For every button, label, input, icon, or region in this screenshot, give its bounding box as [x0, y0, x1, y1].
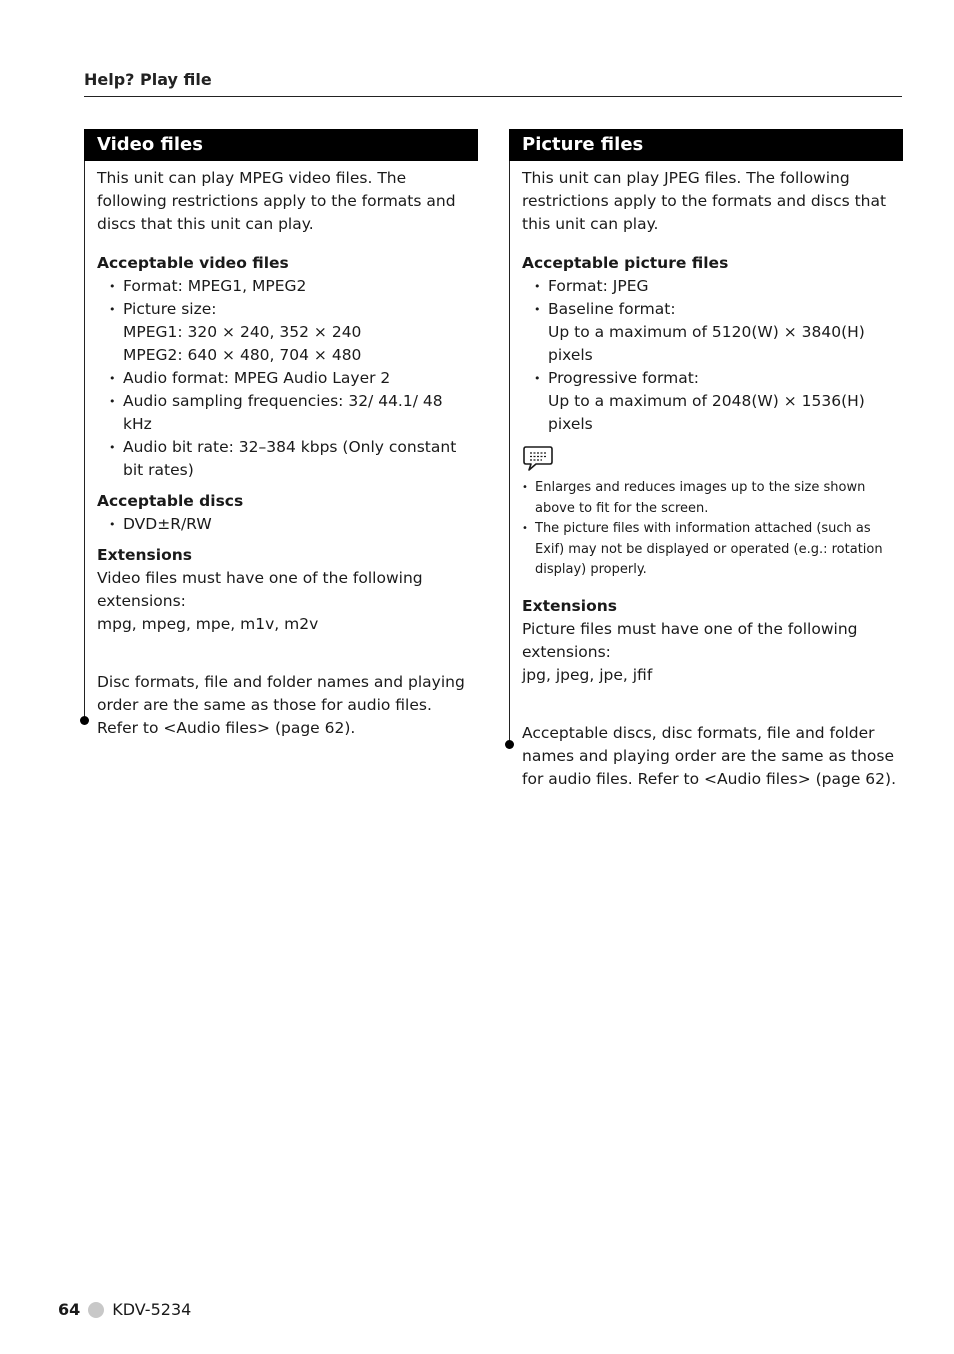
- list-item: • The picture files with information attached (such as Exif) may not be displayed or operated (e.g.: rotation display) properly.: [522, 519, 897, 581]
- page-footer: [58, 1300, 191, 1319]
- video-spec-list: [97, 275, 472, 482]
- page-header-title: Help? Play file: [84, 70, 212, 89]
- list-item: • Enlarges and reduces images up to the size shown above to fit for the screen.: [522, 478, 897, 519]
- picture-intro: This unit can play JPEG files. The following restrictions apply to the formats and discs that this unit can play.: [522, 169, 887, 233]
- picture-footnote: Acceptable discs, disc formats, file and folder names and playing order are the same as those for audio files. Refer to <Audio files> (page 62).: [522, 723, 896, 788]
- acceptable-discs-heading: Acceptable discs: [97, 492, 244, 510]
- section-end-marker: [80, 716, 89, 725]
- list-item: • Audio format: MPEG Audio Layer 2: [97, 367, 472, 390]
- list-item: • DVD±R/RW: [97, 513, 472, 536]
- picture-files-title: Picture files: [509, 129, 903, 161]
- video-extensions-heading: Extensions: [97, 546, 192, 564]
- list-item: • Audio sampling frequencies: 32/ 44.1/ 48 kHz: [97, 390, 472, 436]
- model-name: KDV-5234: [112, 1300, 192, 1319]
- list-item: • Format: MPEG1, MPEG2: [97, 275, 472, 298]
- video-extensions-text: Video files must have one of the following extensions:: [97, 569, 423, 610]
- footer-dot: [88, 1302, 104, 1318]
- list-item: • Baseline format: Up to a maximum of 5120(W) × 3840(H) pixels: [522, 298, 897, 367]
- video-intro: This unit can play MPEG video files. The following restrictions apply to the formats and discs that this unit can play.: [97, 169, 456, 233]
- acceptable-video-heading: Acceptable video files: [97, 254, 289, 272]
- section-end-marker: [505, 740, 514, 749]
- video-footnote: Disc formats, file and folder names and playing order are the same as those for audio files. Refer to <Audio files> (page 62).: [97, 673, 465, 737]
- discs-list: [97, 513, 472, 536]
- video-extensions-list: mpg, mpeg, mpe, m1v, m2v: [97, 615, 319, 633]
- picture-files-content: [509, 161, 903, 788]
- picture-notes: [522, 478, 897, 581]
- list-item: • Format: JPEG: [522, 275, 897, 298]
- acceptable-picture-heading: Acceptable picture files: [522, 254, 729, 272]
- list-item: • Picture size: MPEG1: 320 × 240, 352 × 240 MPEG2: 640 × 480, 704 × 480: [97, 298, 472, 367]
- header-rule: [84, 96, 902, 97]
- picture-extensions-list: jpg, jpeg, jpe, jfif: [522, 665, 653, 684]
- list-item: • Progressive format: Up to a maximum of 2048(W) × 1536(H) pixels: [522, 367, 897, 436]
- picture-extensions-heading: Extensions: [522, 596, 617, 615]
- picture-spec-list: [522, 275, 897, 436]
- video-files-title: Video files: [84, 129, 478, 161]
- note-speech-icon: [522, 444, 554, 472]
- video-files-section: [84, 129, 478, 737]
- page-number: 64: [58, 1300, 81, 1319]
- picture-files-section: [509, 129, 903, 788]
- picture-extensions-text: Picture files must have one of the following extensions:: [522, 619, 858, 661]
- video-files-content: [84, 161, 478, 737]
- list-item: • Audio bit rate: 32–384 kbps (Only constant bit rates): [97, 436, 472, 482]
